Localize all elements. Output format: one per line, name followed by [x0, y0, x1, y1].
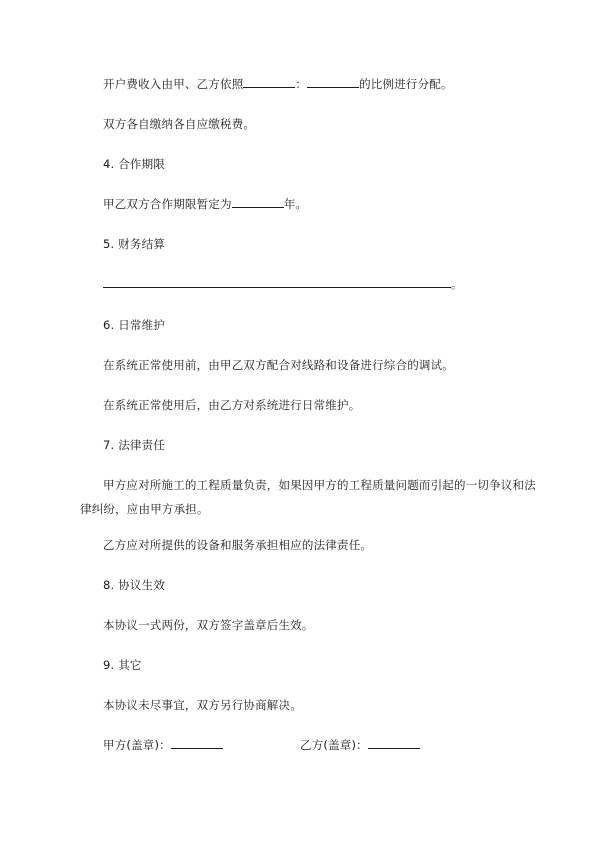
revenue-share-paragraph — [103, 77, 453, 91]
section-heading-8: 8. 协议生效 — [103, 578, 166, 592]
other-paragraph: 本协议未尽事宜，双方另行协商解决。 — [103, 698, 302, 712]
revenue-text-start: 开户费收入由甲、乙方依照 — [103, 77, 244, 91]
revenue-text-end: 的比例进行分配。 — [359, 77, 453, 91]
term-text-start: 甲乙双方合作期限暂定为 — [103, 197, 232, 211]
section-heading-6: 6. 日常维护 — [103, 318, 166, 332]
section-heading-7: 7. 法律责任 — [103, 438, 166, 452]
section-heading-5: 5. 财务结算 — [103, 237, 166, 251]
party-b-label: 乙方(盖章)： — [300, 738, 368, 752]
finance-paragraph — [103, 277, 463, 291]
ratio-colon: ： — [295, 77, 308, 91]
section-heading-4: 4. 合作期限 — [103, 157, 166, 171]
party-a-signature — [103, 738, 223, 752]
maintenance-paragraph-1: 在系统正常使用前，由甲乙双方配合对线路和设备进行综合的调试。 — [103, 358, 454, 372]
finance-period: 。 — [451, 277, 463, 291]
party-a-label: 甲方(盖章)： — [103, 738, 171, 752]
section-heading-9: 9. 其它 — [103, 658, 142, 672]
blank-line — [243, 77, 295, 88]
blank-line — [307, 77, 359, 88]
signature-blank — [171, 738, 223, 749]
liability-paragraph-1: 甲方应对所施工的工程质量负责，如果因甲方的工程质量问题而引起的一切争议和法律纠纷，应由甲方承担。 — [80, 478, 536, 516]
signature-blank — [368, 738, 420, 749]
blank-line — [232, 197, 284, 208]
tax-paragraph: 双方各自缴纳各自应缴税费。 — [103, 117, 256, 131]
blank-line — [103, 277, 451, 288]
term-text-end: 年。 — [283, 197, 308, 211]
term-paragraph — [103, 197, 307, 211]
party-b-signature — [300, 738, 420, 752]
effectiveness-paragraph: 本协议一式两份，双方签字盖章后生效。 — [103, 618, 314, 632]
maintenance-paragraph-2: 在系统正常使用后，由乙方对系统进行日常维护。 — [103, 398, 361, 412]
liability-paragraph-2: 乙方应对所提供的设备和服务承担相应的法律责任。 — [103, 538, 373, 552]
